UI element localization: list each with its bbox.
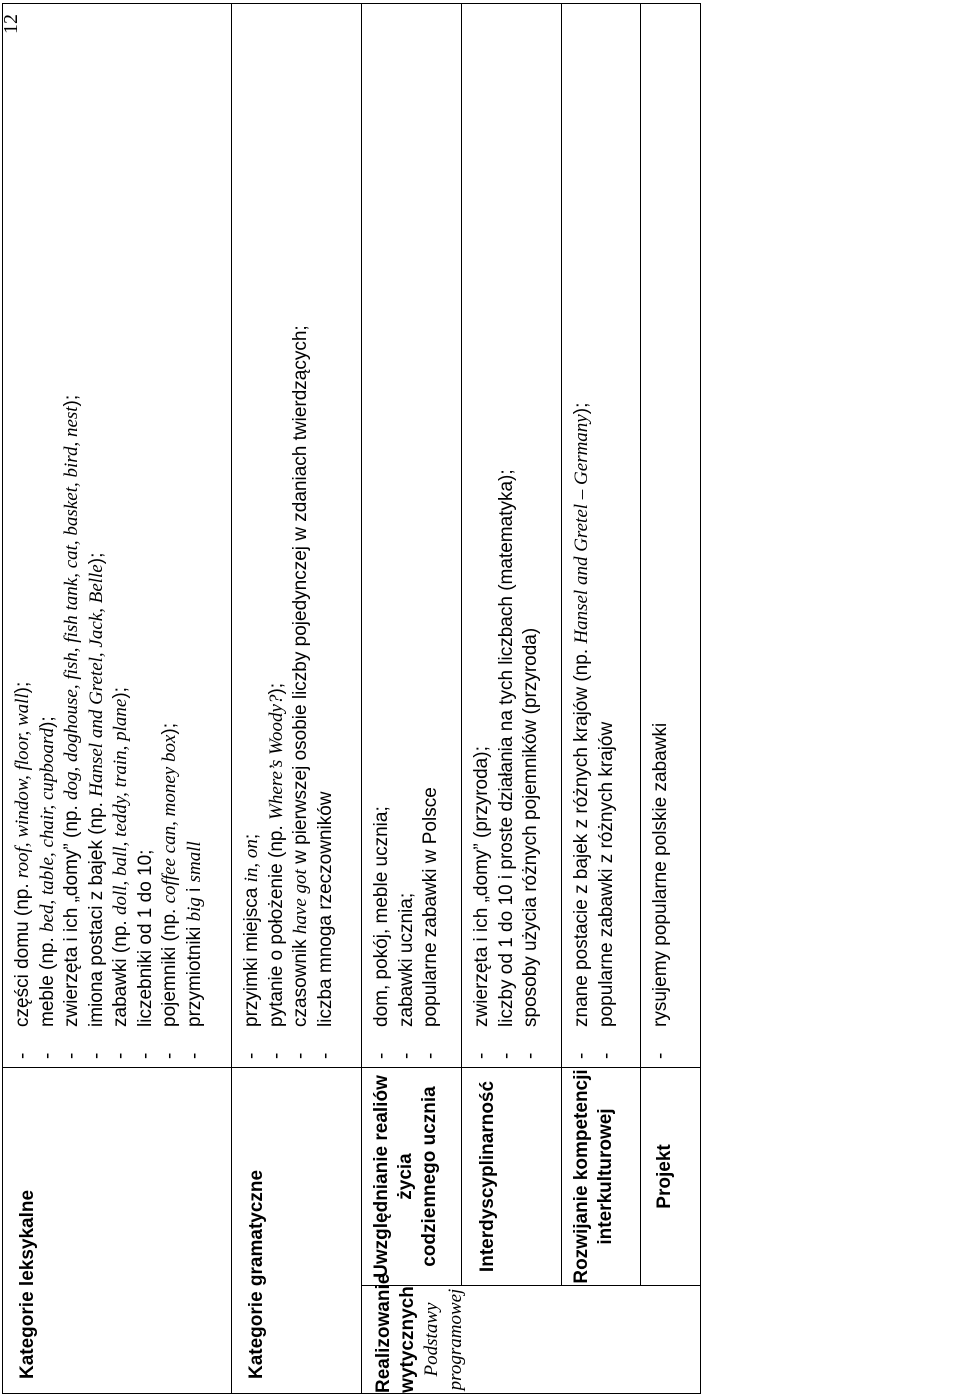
project-label <box>641 1067 701 1285</box>
everyday-list <box>370 4 444 1067</box>
list-item: - liczby od 1 do 10 i proste działania na tych liczbach (matematyka); <box>495 4 520 1067</box>
italic-term: doll, ball, teddy, train, plane <box>110 698 131 916</box>
realization-label <box>362 1273 701 1394</box>
project-list <box>649 4 674 1067</box>
grammar-list <box>240 4 338 1067</box>
page-number: 12 <box>0 14 22 34</box>
list-item: - dom, pokój, meble ucznia; <box>370 4 395 1067</box>
list-item: - imiona postaci z bajek (np. Hansel and Gretel, Jack, Belle); <box>85 4 110 1067</box>
italic-term: coffee can, money box <box>159 734 180 904</box>
list-item: - popularne zabawki w Polsce <box>419 4 444 1067</box>
row-intercultural <box>562 3 641 1393</box>
intercultural-content <box>562 3 641 1067</box>
italic-term: big <box>183 897 205 922</box>
realization-line2: wytycznych <box>397 1286 418 1393</box>
project-content <box>641 3 701 1067</box>
list-item: - pojemniki (np. coffee can, money box); <box>158 4 183 1067</box>
list-item: - liczebniki od 1 do 10; <box>134 4 159 1067</box>
lexical-content <box>3 3 232 1067</box>
everyday-content <box>362 3 462 1067</box>
list-item: - rysujemy popularne polskie zabawki <box>649 4 674 1067</box>
lexical-label <box>3 1067 232 1393</box>
everyday-label-line1: Uwzględnianie realiów życia <box>371 1075 416 1278</box>
list-item: - zwierzęta i ich „domy” (przyroda); <box>470 4 495 1067</box>
row-grammar <box>232 3 362 1393</box>
row-project <box>641 3 701 1393</box>
list-item: - zabawki (np. doll, ball, teddy, train, plane); <box>109 4 134 1067</box>
list-item: - zwierzęta i ich „domy” (np. dog, doghouse, fish, fish tank, cat, basket, bird, nest); <box>60 4 85 1067</box>
list-item: - przymiotniki big i small <box>183 4 208 1067</box>
intercultural-list <box>570 4 619 1067</box>
list-item: - znane postacie z bajek z różnych krajów (np. Hansel and Gretel – Germany); <box>570 4 595 1067</box>
grammar-label-text: Kategorie gramatyczne <box>246 1169 267 1379</box>
curriculum-table <box>2 3 701 1394</box>
list-item: - sposoby użycia różnych pojemników (przyroda) <box>519 4 544 1067</box>
list-item: - meble (np. bed, table, chair, cupboard); <box>36 4 61 1067</box>
list-item: - pytanie o położenie (np. Where’s Woody?); <box>265 4 290 1067</box>
italic-term: bed, table, chair, cupboard <box>36 727 58 932</box>
interdisciplinary-label <box>462 1067 562 1285</box>
italic-term: dog, doghouse, fish, fish tank, cat, basket, bird, nest <box>61 406 82 800</box>
realization-line3: Podstawy <box>421 1302 442 1377</box>
list-item: - czasownik have got w pierwszej osobie liczby pojedynczej w zdaniach twierdzących; <box>289 4 314 1067</box>
realization-line4: programowej <box>445 1288 466 1391</box>
list-item: - części domu (np. roof, window, floor, wall); <box>11 4 36 1067</box>
interdisciplinary-list <box>470 4 544 1067</box>
interdisciplinary-label-text: Interdyscyplinarność <box>477 1080 498 1273</box>
row-everyday <box>362 3 462 1393</box>
list-item: - popularne zabawki z różnych krajów <box>595 4 620 1067</box>
intercultural-label <box>562 1067 641 1285</box>
everyday-label-line2: codziennego ucznia <box>419 1086 440 1267</box>
intercultural-label-line2: interkulturowej <box>595 1108 616 1245</box>
intercultural-label-line1: Rozwijanie kompetencji <box>571 1069 592 1284</box>
everyday-label <box>362 1067 462 1285</box>
row-lexical <box>3 3 232 1393</box>
interdisciplinary-content <box>462 3 562 1067</box>
lexical-label-text: Kategorie leksykalne <box>17 1189 38 1379</box>
list-item: - przyimki miejsca in, on; <box>240 4 265 1067</box>
realization-line1: Realizowanie <box>373 1273 394 1393</box>
italic-term: have got <box>290 869 311 935</box>
row-interdisciplinary <box>462 3 562 1393</box>
italic-term: Where’s Woody? <box>265 694 287 820</box>
list-item: - liczba mnoga rzeczowników <box>314 4 339 1067</box>
italic-term: small <box>183 841 205 883</box>
lexical-list <box>11 4 207 1067</box>
grammar-content <box>232 3 362 1067</box>
italic-term: Hansel and Gretel – Germany <box>571 414 592 644</box>
italic-term: Hansel and Gretel, Jack, Belle <box>85 564 107 797</box>
italic-term: in, on <box>241 839 262 883</box>
list-item: - zabawki ucznia; <box>395 4 420 1067</box>
grammar-label <box>232 1067 362 1393</box>
italic-term: roof, window, floor, wall <box>12 693 33 879</box>
project-label-text: Projekt <box>654 1144 675 1209</box>
